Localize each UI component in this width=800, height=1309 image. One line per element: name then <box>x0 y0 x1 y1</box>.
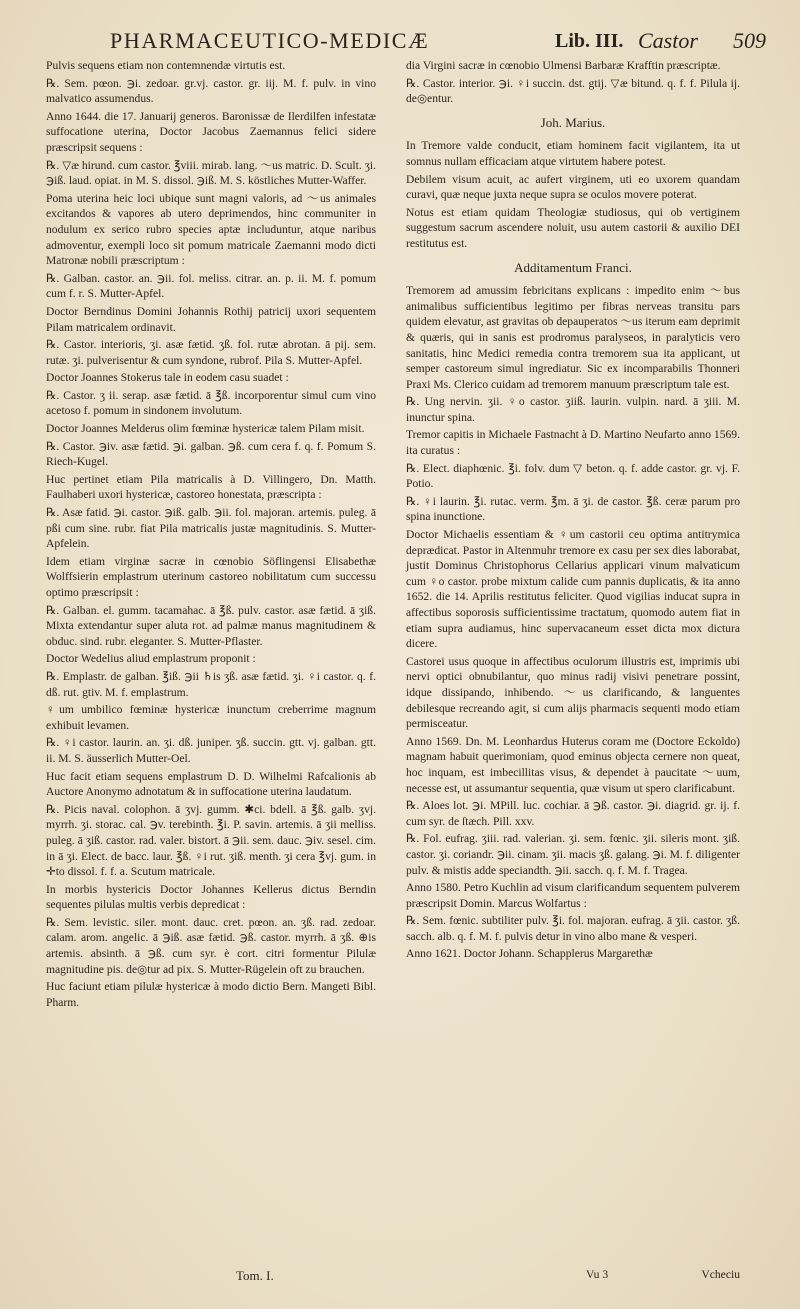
paragraph: In morbis hystericis Doctor Johannes Kellerus dictus Berndin sequentes pilulas multis verbis depredicat : <box>46 882 376 912</box>
paragraph: ℞. ▽æ hirund. cum castor. ℥viii. mirab. lang. ～us matric. D. Scult. ʒi. ℈iß. laud. opiat. in M. S. dissol. ℈iß. M. S. köstliches Mutter-Waffer. <box>46 158 376 188</box>
paragraph: Anno 1580. Petro Kuchlin ad visum clarificandum sequentem pulverem præscripsit Domin. Marcus Wolfartus : <box>406 881 740 910</box>
paragraph: ♀um umbilico fœminæ hystericæ inunctum creberrime magnum exhibuit levamen. <box>46 703 376 732</box>
paragraph: ℞. Asæ fatid. ℈i. castor. ℈iß. galb. ℈ii. fol. majoran. artemis. puleg. ā pßi cum sine. rubr. fiat Pila matricalis justæ magnitudinis. S. Mutter-Apfelein. <box>46 506 376 551</box>
paragraph: Debilem visum acuit, ac aufert virginem, uti eo uxorem quandam curavi, quæ neque juxta neque supra se oculos movere poterat. <box>406 172 740 202</box>
paragraph: Anno 1644. die 17. Januarij generos. Baronissæ de Ilerdilfen infestatæ suffocatione uterina, Doctor Jacobus Zaemannus felici sidere præscripsit sequens : <box>46 109 376 154</box>
header-book: Lib. III. <box>555 30 624 52</box>
footer-tomus: Tom. I. <box>236 1268 274 1283</box>
paragraph: Doctor Berndinus Domini Johannis Rothij patricij uxori sequentem Pilam matricalem ordinavit. <box>46 304 376 334</box>
paragraph: Huc pertinet etiam Pila matricalis à D. Villingero, Dn. Matth. Faulhaberi uxori hystericæ, castoreo honestata, præscripta : <box>46 472 376 502</box>
paragraph: Poma uterina heic loci ubique sunt magni valoris, ad ～us animales excitandos & vapores ab utero deprimendos, hinc communiter in nodulum ex serico rubro species aptæ includuntur, atque naribus admoventur, exempli loco sit pomum matricale Zaemanni modo dicti Matronæ nobili præscriptum : <box>46 191 376 268</box>
page-number: 509 <box>733 28 766 53</box>
header-topic: Castor <box>638 28 698 53</box>
paragraph: ℞. Galban. castor. an. ℈ii. fol. meliss. citrar. an. p. ii. M. f. pomum cum f. r. S. Mutter-Apfel. <box>46 271 376 301</box>
header-title: PHARMACEUTICO-MEDICÆ <box>110 28 430 53</box>
paragraph: ℞. Castor. interior. ℈i. ♀i succin. dst. gtij. ▽æ bitund. q. f. f. Pilula ij. de◎entur. <box>406 76 740 106</box>
paragraph: Doctor Michaelis essentiam & ♀um castorii ceu optima antitrymica deprædicat. Pastor in Altenmuhr tremore ex casu per sex dies laborabat, justit Dominus Christophorus Cellarius applicari vinum malvaticum cum ♀o castor. probe mixtum calide cum pannis duplicatis, & ita anno 1652. die 14. Aprilis restitutus feliciter. Quod vigilias inducat supra in affectibus soporosis sufficientissime tractatum, quomodo autem fiat in etiam supra audiamus, hinc supervacaneum esset dicta mox dictura dicere. <box>406 528 740 651</box>
paragraph: ℞. Sem. pœon. ℈i. zedoar. gr.vj. castor. gr. iij. M. f. pulv. in vino malvatico assumendus. <box>46 76 376 106</box>
section-heading-marius: Joh. Marius. <box>540 114 606 130</box>
paragraph: Notus est etiam quidam Theologiæ studiosus, qui ob vertiginem suggestum sacrum ascendere noluit, usu autem castorii & auxilio DEI restitutus est. <box>406 205 740 250</box>
catchword: Vcheciu <box>701 1268 740 1281</box>
paragraph: Huc faciunt etiam pilulæ hystericæ à modo dictio Bern. Mangeti Bibl. Pharm. <box>46 980 376 1009</box>
section-heading-franci: Additamentum Franci. <box>514 259 632 275</box>
paragraph: ℞. Picis naval. colophon. ā ʒvj. gumm. ✱ci. bdell. ā ℥ß. galb. ʒvj. myrrh. ʒi. storac. cal. ℈v. terebinth. ℥i. P. savin. artemis. ā ʒii melliss. puleg. ā ʒiß. castor. rad. valer. bistort. ā ℈ii. sem. dauc. ℈iv. sesel. cim. in ā ʒi. Elect. de bacc. laur. ℥ß. ♀i rut. ʒiß. menth. ʒi cera ℥vj. gum. in ✛to dissol. f. f. a. Scutum matricale. <box>46 802 376 879</box>
paragraph: Doctor Joannes Stokerus tale in eodem casu suadet : <box>46 371 289 385</box>
paragraph: ℞. Castor. ℈iv. asæ fætid. ℈i. galban. ℈ß. cum cera f. q. f. Pomum S. Riech-Kugel. <box>46 439 376 469</box>
page-footer <box>236 1268 740 1284</box>
paragraph: ℞. Sem. levistic. siler. mont. dauc. cret. pœon. an. ʒß. rad. zedoar. calam. arom. angelic. ā ℈iß. asæ fætid. ℈ß. castor. myrrh. ā ʒß. ⊕is artemis. absinth. ā ℈ß. cum syr. è cort. citri formentur Pilulæ magnitudine pis. de◎tur ad pix. S. Mutter-Rügelein oft zu brauchen. <box>46 915 376 976</box>
paragraph: Anno 1621. Doctor Johann. Schapplerus Margarethæ <box>406 947 653 961</box>
paragraph: ℞. Sem. fœnic. subtiliter pulv. ℥i. fol. majoran. eufrag. ā ʒii. castor. ʒß. sacch. alb. q. f. M. f. pulvis detur in vino albo mane & vesperi. <box>406 914 740 943</box>
paragraph: Huc facit etiam sequens emplastrum D. D. Wilhelmi Rafcalionis ab Auctore Anonymo adnotatum & in suffocatione uterina laudatum. <box>46 769 376 799</box>
paragraph: dia Virgini sacræ in cœnobio Ulmensi Barbaræ Krafftin præscriptæ. <box>406 59 721 72</box>
right-column <box>406 58 740 964</box>
paragraph: Castorei usus quoque in affectibus oculorum illustris est, imprimis ubi nervi optici obnubilantur, quo minus radij visivi penetrare possint, idque dissipando, inhibendo. ～us clarificando, & languentes debilesque recreando agit, si cum alijs pharmacis sequenti modo etiam permisceatur. <box>406 654 740 731</box>
paragraph: Doctor Wedelius aliud emplastrum proponit : <box>46 652 256 666</box>
paragraph: Idem etiam virginæ sacræ in cœnobio Söflingensi Elisabethæ Wolffsierin emplastrum uterinum castoreo nobilitatum cum successu optimo præscripsit : <box>46 554 376 599</box>
paragraph: Doctor Joannes Melderus olim fœminæ hystericæ talem Pilam misit. <box>46 422 365 436</box>
signature-mark: Vu 3 <box>586 1268 609 1281</box>
paragraph: ℞. Galban. el. gumm. tacamahac. ā ℥ß. pulv. castor. asæ fætid. ā ʒiß. Mixta extendantur super aluta rot. ad palmæ manus magnitudinem & obduc. sind. rubr. eleganter. S. Mutter-Pflaster. <box>46 603 376 648</box>
paragraph: ℞. Emplastr. de galban. ℥iß. ℈ii ♄is ʒß. asæ fætid. ʒi. ♀i castor. q. f. dß. rut. gtiv. M. f. emplastrum. <box>46 669 376 699</box>
paragraph: ℞. ♀i castor. laurin. an. ʒi. dß. juniper. ʒß. succin. gtt. vj. galban. gtt. ii. M. S. äusserlich Mutter-Oel. <box>46 736 376 765</box>
paragraph: ℞. Fol. eufrag. ʒiii. rad. valerian. ʒi. sem. fœnic. ʒii. sileris mont. ʒiß. castor. ʒi. coriandr. ℈ii. cinam. ʒii. macis ʒß. galang. ℈i. M. f. diligenter pulv. & mistis adde speciandth. ℈ii. sacch. q. f. M. f. Tragea. <box>406 832 740 877</box>
paragraph: Tremor capitis in Michaele Fastnacht à D. Martino Neufarto anno 1569. ita curatus : <box>406 428 740 458</box>
running-header <box>110 28 770 58</box>
paragraph: ℞. Castor. interioris, ʒi. asæ fætid. ʒß. fol. rutæ abrotan. ā pij. sem. rutæ. ʒi. pulverisentur & cum syndone, rubrof. Pila S. Mutter-Apfel. <box>46 338 376 367</box>
left-column <box>46 58 376 1012</box>
paragraph: In Tremore valde conducit, etiam hominem facit vigilantem, ita ut somnus nullam efficaciam atque virtutem habere potest. <box>406 139 740 168</box>
paragraph: Tremorem ad amussim febricitans explicans : impedito enim ～bus animalibus sufficientibus legitimo per fibras nerveas transitu pars quidem elevatur, ast gravitas ob depauperatos ～us iterum eam deprimit & quæris, qui in sanis est prodromus paralyseos, in paralyticis vero sanitatis, hinc Medici remedia contra tremorem sua ita applicant, ut semper castoreum simul ingrediatur. Sic ex incomparabilis Thonneri Praxi Ms. Clerico cuidam ad tremorem manuum præscriptum tale est. <box>406 284 740 391</box>
paragraph: ℞. Aloes lot. ℈i. MPill. luc. cochiar. ā ℈ß. castor. ℈i. diagrid. gr. ij. f. cum syr. de ſtæch. Pill. xxv. <box>406 799 740 828</box>
paragraph: Anno 1569. Dn. M. Leonhardus Huterus coram me (Doctore Eckoldo) magnam habuit querimoniam, quod eminus objecta cernere non queat, hoc inquam, est imbecillitas visus, & dependet à paucitate ～uum, necesse est, ut assumantur sequentia, quæ visum ut spero clarificabunt. <box>406 734 740 795</box>
paragraph: ℞. ♀i laurin. ℥i. rutac. verm. ℥m. ā ʒi. de castor. ℥ß. ceræ parum pro spina inunctione. <box>406 494 740 524</box>
paragraph: ℞. Castor. ʒ ii. serap. asæ fætid. ā ℥ß. incorporentur simul cum vino acetoso f. pomum in sindonem involutum. <box>46 388 376 418</box>
paragraph: ℞. Elect. diaphœnic. ℥i. folv. dum ▽ beton. q. f. adde castor. gr. vj. F. Potio. <box>406 461 740 491</box>
paragraph: ℞. Ung nervin. ʒii. ♀o castor. ʒiiß. laurin. vulpin. nard. ā ʒiii. M. inunctur spina. <box>406 395 740 424</box>
paragraph: Pulvis sequens etiam non contemnendæ virtutis est. <box>46 59 286 72</box>
